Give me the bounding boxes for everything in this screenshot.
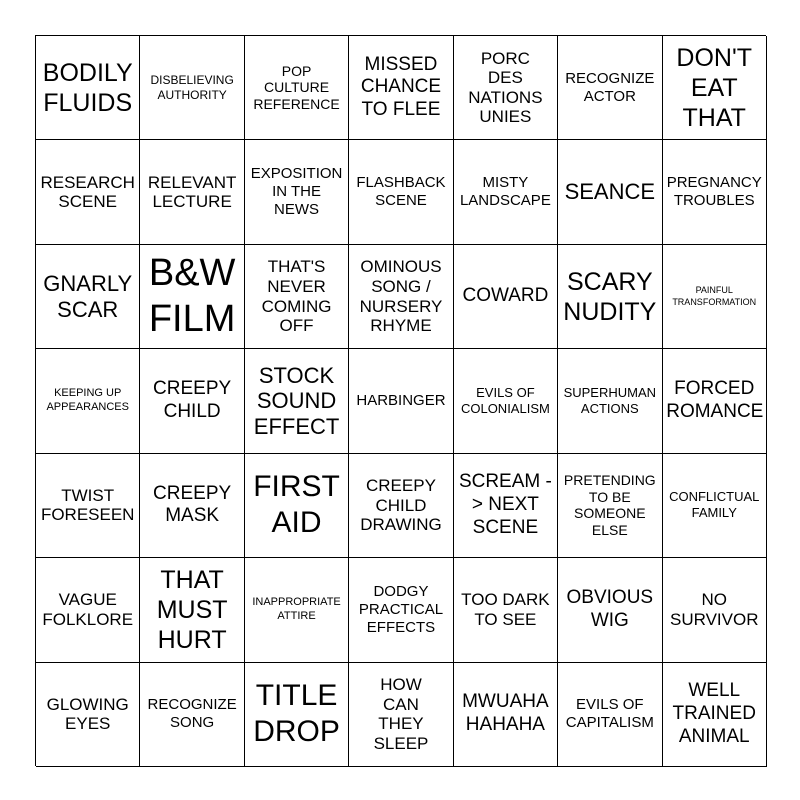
bingo-cell[interactable]: SCREAM -> NEXT SCENE <box>454 454 558 558</box>
bingo-cell[interactable]: PORC DES NATIONS UNIES <box>454 36 558 140</box>
bingo-cell[interactable]: MWUAHA HAHAHA <box>454 663 558 767</box>
bingo-cell[interactable]: EVILS OF COLONIALISM <box>454 349 558 453</box>
bingo-cell[interactable]: B&W FILM <box>140 245 244 349</box>
bingo-cell[interactable]: KEEPING UP APPEARANCES <box>36 349 140 453</box>
bingo-cell[interactable]: NO SURVIVOR <box>663 558 767 662</box>
bingo-cell[interactable]: MISTY LANDSCAPE <box>454 140 558 244</box>
bingo-cell[interactable]: SUPERHUMAN ACTIONS <box>558 349 662 453</box>
bingo-cell[interactable]: RELEVANT LECTURE <box>140 140 244 244</box>
bingo-cell[interactable]: INAPPROPRIATE ATTIRE <box>245 558 349 662</box>
bingo-cell[interactable]: CONFLICTUAL FAMILY <box>663 454 767 558</box>
bingo-cell[interactable]: TOO DARK TO SEE <box>454 558 558 662</box>
bingo-cell[interactable]: EVILS OF CAPITALISM <box>558 663 662 767</box>
bingo-cell[interactable]: RECOGNIZE ACTOR <box>558 36 662 140</box>
bingo-cell[interactable]: WELL TRAINED ANIMAL <box>663 663 767 767</box>
bingo-cell[interactable]: HARBINGER <box>349 349 453 453</box>
bingo-cell[interactable]: FIRST AID <box>245 454 349 558</box>
bingo-cell[interactable]: MISSED CHANCE TO FLEE <box>349 36 453 140</box>
bingo-cell[interactable]: OMINOUS SONG / NURSERY RHYME <box>349 245 453 349</box>
bingo-cell[interactable]: GNARLY SCAR <box>36 245 140 349</box>
bingo-cell[interactable]: THAT MUST HURT <box>140 558 244 662</box>
bingo-cell[interactable]: CREEPY MASK <box>140 454 244 558</box>
bingo-cell[interactable]: FORCED ROMANCE <box>663 349 767 453</box>
bingo-cell[interactable]: RESEARCH SCENE <box>36 140 140 244</box>
bingo-cell[interactable]: FLASHBACK SCENE <box>349 140 453 244</box>
bingo-cell[interactable]: SEANCE <box>558 140 662 244</box>
bingo-cell[interactable]: RECOGNIZE SONG <box>140 663 244 767</box>
bingo-cell[interactable]: HOW CAN THEY SLEEP <box>349 663 453 767</box>
bingo-cell[interactable]: TITLE DROP <box>245 663 349 767</box>
bingo-cell[interactable]: PREGNANCY TROUBLES <box>663 140 767 244</box>
bingo-cell[interactable]: PRETENDING TO BE SOMEONE ELSE <box>558 454 662 558</box>
bingo-cell[interactable]: SCARY NUDITY <box>558 245 662 349</box>
bingo-cell[interactable]: DISBELIEVING AUTHORITY <box>140 36 244 140</box>
bingo-cell[interactable]: DODGY PRACTICAL EFFECTS <box>349 558 453 662</box>
bingo-cell[interactable]: CREEPY CHILD DRAWING <box>349 454 453 558</box>
bingo-board <box>35 35 766 766</box>
bingo-cell[interactable]: OBVIOUS WIG <box>558 558 662 662</box>
bingo-cell[interactable]: EXPOSITION IN THE NEWS <box>245 140 349 244</box>
bingo-cell[interactable]: TWIST FORESEEN <box>36 454 140 558</box>
bingo-cell[interactable]: VAGUE FOLKLORE <box>36 558 140 662</box>
bingo-cell[interactable]: COWARD <box>454 245 558 349</box>
bingo-cell[interactable]: DON'T EAT THAT <box>663 36 767 140</box>
bingo-cell[interactable]: BODILY FLUIDS <box>36 36 140 140</box>
bingo-cell[interactable]: STOCK SOUND EFFECT <box>245 349 349 453</box>
bingo-cell[interactable]: PAINFUL TRANSFORMATION <box>663 245 767 349</box>
bingo-cell[interactable]: GLOWING EYES <box>36 663 140 767</box>
bingo-cell[interactable]: POP CULTURE REFERENCE <box>245 36 349 140</box>
bingo-cell[interactable]: CREEPY CHILD <box>140 349 244 453</box>
bingo-cell[interactable]: THAT'S NEVER COMING OFF <box>245 245 349 349</box>
